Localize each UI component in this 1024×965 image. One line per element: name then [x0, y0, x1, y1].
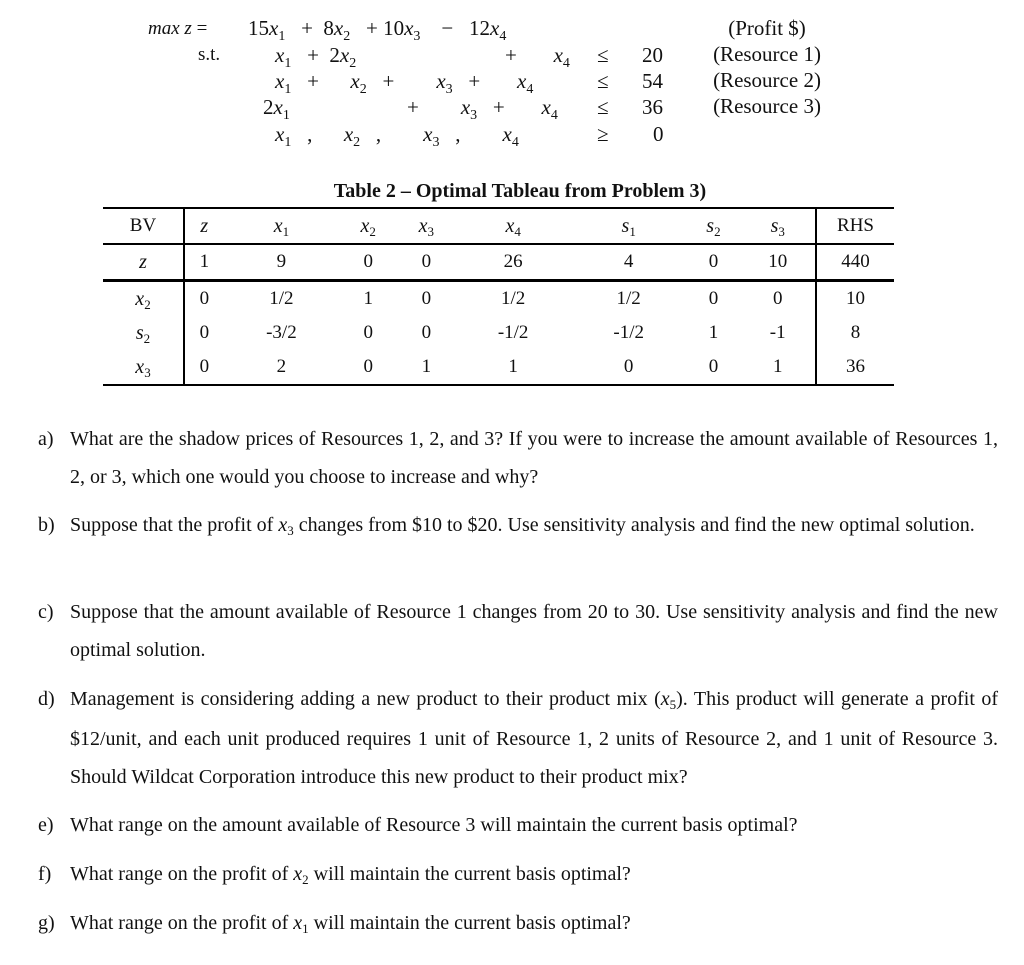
header-bv: BV	[103, 208, 184, 244]
cell: 1	[455, 350, 571, 385]
question-b	[38, 506, 998, 546]
tag-resource-1: (Resource 1)	[713, 42, 821, 66]
question-text: Suppose that the profit of $x_3$ changes from $10 to $20. Use sensitivity analysis and find the new optimal solution.	[70, 514, 975, 538]
header-x2: $x_2$	[339, 208, 397, 244]
question-text: What range on the profit of $x_1$ will maintain the current basis optimal?	[70, 912, 631, 936]
cell: 36	[816, 350, 894, 385]
header-x3: $x_3$	[397, 208, 455, 244]
tag-resource-3: (Resource 3)	[713, 94, 821, 118]
st-label: s.t.	[198, 44, 221, 65]
question-letter: e)	[38, 814, 54, 836]
cell: 0	[184, 350, 224, 385]
cell: 440	[816, 244, 894, 281]
rel-2: ≤	[597, 69, 609, 93]
cell: 8	[816, 316, 894, 350]
cell: 0	[421, 322, 432, 343]
question-letter: g)	[38, 912, 55, 934]
cell: 9	[224, 244, 340, 281]
cell: 1	[184, 244, 224, 281]
rhs-4: 0	[653, 122, 664, 146]
nonnegativity-lhs: $x_1$ , $x_2$ , $x_3$ , $x_4$	[275, 122, 519, 150]
question-text: What are the shadow prices of Resources 1, 2, and 3? If you were to increase the amount available of Resources 1, 2, or 3, which one would you choose to increase and why?	[70, 428, 998, 488]
cell: 0	[686, 244, 740, 281]
constraint-1-x4: + $x_4$	[505, 43, 570, 71]
cell: -1/2	[613, 322, 644, 343]
bv-cell: $s_2$	[103, 316, 184, 350]
constraint-1-lhs: $x_1 + 2x_2$	[275, 43, 357, 71]
cell: 1/2	[616, 288, 641, 309]
cell: 0	[363, 322, 373, 343]
question-d	[38, 680, 998, 796]
header-z: z	[184, 208, 224, 244]
table-row	[103, 281, 894, 317]
cell: 1	[397, 350, 455, 385]
table-row	[103, 316, 894, 350]
bv-cell: $x_2$	[103, 281, 184, 317]
bv-cell: z	[103, 244, 184, 281]
rhs-3: 36	[642, 95, 663, 119]
cell: 4	[571, 244, 687, 281]
cell: 10	[816, 281, 894, 317]
question-letter: c)	[38, 601, 54, 623]
question-text: Management is considering adding a new product to their product mix $(x_5)$. This product will generate a profit of $12/unit, and each unit produced requires 1 unit of Resource 1, 2 units of Resource 2, and 1 unit of Resource 3. Should Wildcat Corporation introduce this new product to their product mix?	[70, 688, 998, 788]
question-letter: b)	[38, 514, 55, 536]
constraint-3-rest: + $x_3$ + $x_4$	[407, 95, 558, 123]
header-s3: $s_3$	[740, 208, 816, 244]
constraint-2-lhs: $x_1$ + $x_2$ + $x_3$ + $x_4$	[275, 69, 534, 97]
rel-4: ≥	[597, 122, 609, 146]
question-f	[38, 855, 998, 895]
cell: 0	[397, 244, 455, 281]
cell: 0	[571, 350, 687, 385]
tag-profit: (Profit $)	[728, 16, 806, 40]
question-e	[38, 806, 998, 844]
header-s1: $s_1$	[571, 208, 687, 244]
cell: 10	[740, 244, 816, 281]
rhs-1: 20	[642, 43, 663, 67]
cell: 1	[363, 288, 373, 309]
cell: 0	[199, 322, 210, 343]
rel-3: ≤	[597, 95, 609, 119]
objective-label: max z =	[148, 18, 208, 39]
question-letter: a)	[38, 428, 54, 450]
cell: 1	[740, 350, 816, 385]
header-rhs: RHS	[816, 208, 894, 244]
question-g	[38, 904, 998, 944]
cell: -3/2	[266, 322, 297, 343]
cell: 0	[339, 350, 397, 385]
table-row	[103, 244, 894, 281]
cell: 1	[708, 322, 719, 343]
cell: 0	[708, 288, 719, 309]
header-x4: $x_4$	[455, 208, 571, 244]
question-text: What range on the amount available of Resource 3 will maintain the current basis optimal?	[70, 814, 798, 836]
table-row	[103, 350, 894, 385]
question-letter: d)	[38, 688, 55, 710]
cell: 0	[339, 244, 397, 281]
cell: -1	[769, 322, 786, 343]
question-text: What range on the profit of $x_2$ will maintain the current basis optimal?	[70, 863, 631, 887]
bv-cell: $x_3$	[103, 350, 184, 385]
constraint-3-lhs: $2x_1$	[263, 95, 290, 123]
table-header-row	[103, 208, 894, 244]
rel-1: ≤	[597, 43, 609, 67]
cell: 2	[224, 350, 340, 385]
question-a	[38, 420, 998, 496]
optimal-tableau	[103, 207, 894, 386]
cell: 26	[455, 244, 571, 281]
cell: 0	[199, 288, 210, 309]
header-s2: $s_2$	[686, 208, 740, 244]
question-c	[38, 593, 998, 669]
cell: -1/2	[497, 322, 529, 343]
cell: 0	[772, 288, 783, 309]
table-caption: Table 2 – Optimal Tableau from Problem 3)	[333, 180, 707, 202]
rhs-2: 54	[642, 69, 663, 93]
tag-resource-2: (Resource 2)	[713, 68, 821, 92]
question-text: Suppose that the amount available of Resource 1 changes from 20 to 30. Use sensitivity analysis and find the new optimal solution.	[70, 601, 998, 661]
cell: 0	[686, 350, 740, 385]
cell: 1/2	[269, 288, 294, 309]
question-letter: f)	[38, 863, 52, 885]
cell: 0	[421, 288, 432, 309]
objective-function: $15x_1 + 8x_2 + 10x_3$ − $12x_4$	[248, 16, 507, 44]
cell: 1/2	[500, 288, 526, 309]
header-x1: $x_1$	[224, 208, 340, 244]
